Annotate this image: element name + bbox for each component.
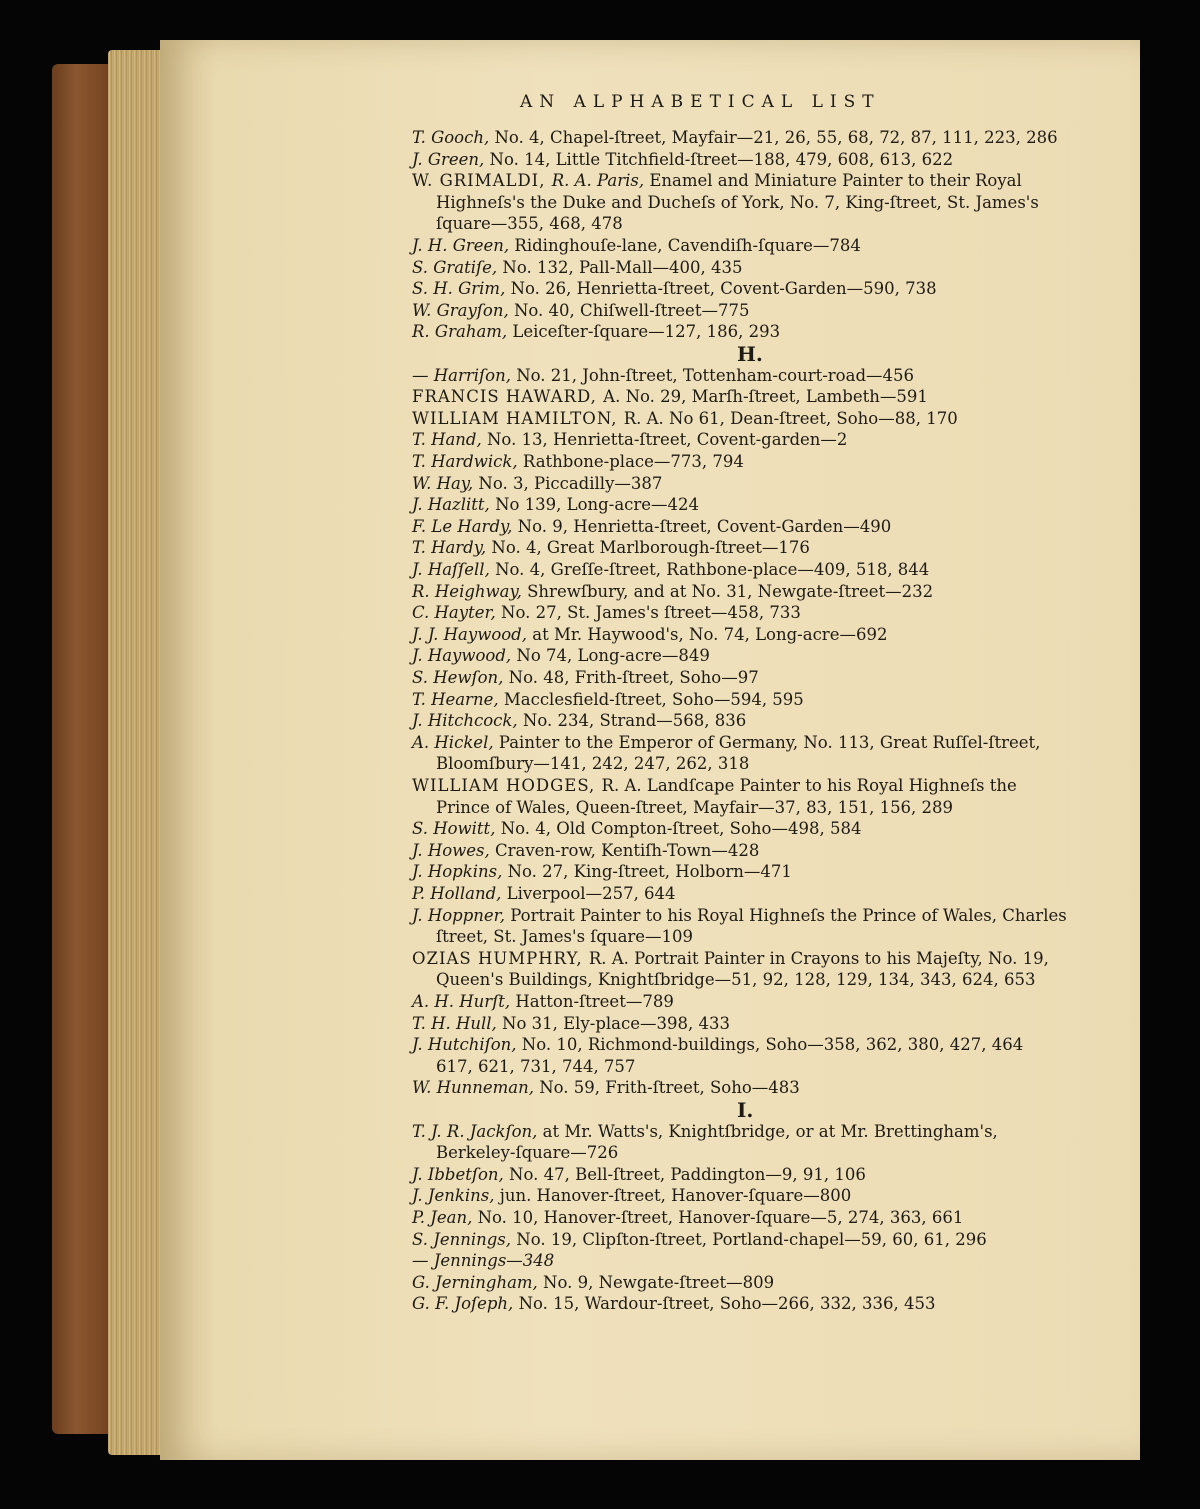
entry-name: J. Haſſell,: [412, 560, 496, 579]
entry-name: F. Le Hardy,: [412, 516, 518, 536]
entry-name: T. Hearne,: [412, 689, 504, 709]
entry-name: P. Holland,: [412, 884, 507, 903]
directory-entry: [412, 992, 674, 1012]
directory-entry: [412, 906, 1067, 926]
entry-name: J. H. Green,: [412, 236, 515, 255]
entry-text: R. A. Portrait Painter in Crayons to his Majeſty, No. 19,: [588, 948, 1049, 968]
entry-text: No. 48, Frith-ſtreet, Soho—97: [508, 668, 759, 687]
entry-text: R. A. Landſcape Painter to his Royal Highneſs the: [601, 776, 1017, 795]
directory-entry: [412, 560, 929, 580]
entry-text: Hatton-ſtreet—789: [515, 992, 674, 1011]
entry-text: Portrait Painter to his Royal Highneſs the Prince of Wales, Charles: [510, 905, 1067, 925]
entry-name: W. Grayſon,: [412, 300, 514, 320]
entry-name: R. A. Paris,: [551, 171, 650, 191]
directory-entry: [412, 949, 1049, 969]
entry-text: Leiceſter-ſquare—127, 186, 293: [512, 322, 781, 342]
entry-text: No. 26, Henrietta-ſtreet, Covent-Garden—590, 738: [510, 279, 937, 299]
directory-entry: [412, 171, 1022, 191]
directory-entry: [412, 538, 810, 558]
entry-name: T. Hardwick,: [412, 452, 523, 471]
directory-entry: [412, 322, 780, 342]
directory-entry: [412, 474, 662, 494]
entry-text: No 139, Long-acre—424: [495, 495, 700, 515]
directory-entry: [412, 1208, 963, 1228]
entry-text: No. 10, Hanover-ſtreet, Hanover-ſquare—5, 274, 363, 661: [477, 1208, 964, 1227]
entry-continuation: ſtreet, St. James's ſquare—109: [436, 927, 694, 947]
entry-text: No. 13, Henrietta-ſtreet, Covent-garden—2: [486, 430, 848, 450]
section-letter: I.: [737, 1098, 754, 1122]
entry-name: J. Hutchiſon,: [412, 1035, 522, 1055]
directory-entry: [412, 517, 891, 537]
entry-name: J. Ibbetſon,: [412, 1164, 510, 1184]
entry-name-caps: W. GRIMALDI,: [412, 171, 552, 191]
entry-text: Rathbone-place—773, 794: [522, 452, 744, 471]
entry-name-caps: WILLIAM HAMILTON,: [412, 408, 624, 428]
entry-text: at Mr. Watts's, Knightſbridge, or at Mr. Brettingham's,: [542, 1121, 998, 1141]
entry-text: No. 9, Henrietta-ſtreet, Covent-Garden—490: [517, 516, 892, 536]
entry-text: No. 3, Piccadilly—387: [478, 473, 663, 493]
entry-name-caps: WILLIAM HODGES,: [412, 776, 602, 795]
directory-entry: [412, 258, 743, 278]
entry-name: J. Hopkins,: [412, 862, 508, 882]
directory-entry: [412, 862, 792, 882]
entry-text: Enamel and Miniature Painter to their Royal: [649, 171, 1022, 191]
entry-continuation: ſquare—355, 468, 478: [436, 214, 623, 234]
entry-name: S. Gratiſe,: [412, 257, 503, 277]
entry-name: J. Hoppner,: [412, 905, 511, 925]
directory-entry: [412, 301, 749, 321]
directory-entry: [412, 236, 861, 256]
entry-name: R. Heighway,: [412, 581, 528, 601]
entry-name: W. Hunneman,: [412, 1078, 540, 1098]
running-head: AN ALPHABETICAL LIST: [520, 92, 881, 112]
entry-text: No. 4, Chapel-ſtreet, Mayfair—21, 26, 55, 68, 72, 87, 111, 223, 286: [494, 128, 1058, 147]
entry-text: No. 19, Clipſton-ſtreet, Portland-chapel—59, 60, 61, 296: [516, 1229, 987, 1249]
directory-entry: [412, 884, 676, 904]
entry-text: Craven-row, Kentiſh-Town—428: [495, 840, 760, 860]
entry-text: No. 4, Old Compton-ſtreet, Soho—498, 584: [500, 819, 862, 839]
directory-entry: [412, 150, 953, 170]
directory-entry: [412, 409, 958, 429]
entry-name: S. Hewſon,: [412, 668, 509, 687]
entry-name: G. Jerningham,: [412, 1272, 544, 1292]
directory-entry: [412, 1294, 935, 1314]
entry-name: R. Graham,: [412, 322, 513, 342]
directory-entry: [412, 279, 937, 299]
entry-name: T. Hand,: [412, 430, 487, 450]
entry-text: No. 10, Richmond-buildings, Soho—358, 362, 380, 427, 464: [521, 1035, 1024, 1055]
entry-text: No. 234, Strand—568, 836: [522, 711, 747, 731]
directory-entry: [412, 1273, 774, 1293]
directory-entry: [412, 452, 744, 472]
directory-entry: [412, 1230, 987, 1250]
entry-continuation: Bloomſbury—141, 242, 247, 262, 318: [436, 754, 750, 774]
entry-text: at Mr. Haywood's, No. 74, Long-acre—692: [532, 624, 888, 644]
entry-continuation: Queen's Buildings, Knightſbridge—51, 92, 128, 129, 134, 343, 624, 653: [436, 970, 1036, 990]
entry-name: J. Hitchcock,: [412, 711, 523, 731]
entry-text: No. 59, Frith-ſtreet, Soho—483: [539, 1078, 800, 1098]
entry-text: Shrewſbury, and at No. 31, Newgate-ſtreet—232: [527, 581, 934, 601]
directory-entry: [412, 603, 801, 623]
entry-name-caps: OZIAS HUMPHRY,: [412, 948, 589, 968]
entry-text: No. 15, Wardour-ſtreet, Soho—266, 332, 336, 453: [518, 1294, 936, 1314]
entry-name-caps: FRANCIS HAWARD,: [412, 387, 604, 407]
entry-name: J. J. Haywood,: [412, 624, 533, 644]
entry-name: G. F. Joſeph,: [412, 1294, 519, 1314]
page-edges: [108, 50, 168, 1455]
directory-entry: [412, 1035, 1023, 1055]
directory-entry: [412, 646, 710, 666]
entry-name: J. Haywood,: [412, 646, 517, 666]
directory-entry: [412, 1014, 730, 1034]
directory-entry: [412, 366, 914, 386]
entry-name: S. H. Grim,: [412, 279, 511, 299]
entry-continuation: Highneſs's the Duke and Ducheſs of York, No. 7, King-ſtreet, St. James's: [436, 192, 1039, 212]
directory-entry: [412, 387, 928, 407]
entry-continuation: 617, 621, 731, 744, 757: [436, 1056, 636, 1076]
entry-name: A. Hickel,: [412, 732, 499, 752]
directory-entry: [412, 495, 699, 515]
directory-entry: [412, 690, 804, 710]
entry-text: Painter to the Emperor of Germany, No. 113, Great Ruſſel-ſtreet,: [498, 732, 1041, 752]
directory-entry: [412, 1251, 554, 1271]
directory-entry: [412, 733, 1040, 753]
directory-entry: [412, 668, 759, 688]
entry-text: No. 21, John-ſtreet, Tottenham-court-road—456: [516, 365, 915, 385]
entry-text: No 31, Ely-place—398, 433: [502, 1013, 730, 1033]
directory-entry: [412, 1122, 998, 1142]
entry-text: No. 47, Bell-ſtreet, Paddington—9, 91, 106: [509, 1164, 866, 1184]
entry-text: No. 4, Greſſe-ſtreet, Rathbone-place—409, 518, 844: [495, 560, 930, 579]
entry-continuation: Prince of Wales, Queen-ſtreet, Mayfair—37, 83, 151, 156, 289: [436, 797, 954, 817]
entry-name: P. Jean,: [412, 1208, 478, 1227]
entry-name: — Harriſon,: [412, 365, 517, 385]
directory-entry: [412, 819, 861, 839]
entry-name: J. Green,: [412, 149, 490, 169]
directory-entry: [412, 625, 887, 645]
entry-text: No. 132, Pall-Mall—400, 435: [502, 257, 743, 277]
directory-entry: [412, 1165, 866, 1185]
entry-name: C. Hayter,: [412, 603, 502, 623]
entry-name: — Jennings—348: [412, 1251, 555, 1271]
entry-name: S. Howitt,: [412, 819, 501, 839]
entry-text: No. 9, Newgate-ſtreet—809: [543, 1272, 775, 1292]
directory-entry: [412, 582, 933, 602]
entry-text: No. 4, Great Marlborough-ſtreet—176: [491, 538, 810, 558]
entry-name: T. J. R. Jackſon,: [412, 1121, 543, 1141]
directory-entry: [412, 1186, 851, 1206]
entry-text: No. 27, St. James's ſtreet—458, 733: [501, 603, 801, 623]
directory-entry: [412, 711, 746, 731]
entry-text: R. A. No 61, Dean-ſtreet, Soho—88, 170: [623, 408, 958, 428]
directory-entry: [412, 776, 1017, 796]
entry-text: jun. Hanover-ſtreet, Hanover-ſquare—800: [499, 1186, 852, 1206]
entry-name: S. Jennings,: [412, 1229, 517, 1249]
entry-name: J. Hazlitt,: [412, 495, 496, 515]
entry-text: Ridinghouſe-lane, Cavendiſh-ſquare—784: [514, 236, 861, 255]
directory-entry: [412, 430, 847, 450]
section-letter: H.: [737, 342, 763, 366]
directory-entry: [412, 841, 759, 861]
entry-text: Macclesfield-ſtreet, Soho—594, 595: [503, 689, 804, 709]
entry-name: T. Hardy,: [412, 538, 492, 558]
entry-name: T. H. Hull,: [412, 1013, 503, 1033]
entry-text: No 74, Long-acre—849: [516, 646, 710, 666]
entry-text: A. No. 29, Marſh-ſtreet, Lambeth—591: [603, 387, 928, 407]
entry-name: J. Howes,: [412, 840, 495, 860]
entry-name: A. H. Hurſt,: [412, 992, 516, 1011]
directory-entry: [412, 1078, 800, 1098]
entry-name: J. Jenkins,: [412, 1186, 500, 1206]
entry-text: No. 27, King-ſtreet, Holborn—471: [507, 862, 792, 882]
directory-entry: [412, 128, 1058, 148]
entry-text: Liverpool—257, 644: [506, 884, 676, 903]
entry-text: No. 14, Little Titchfield-ſtreet—188, 479, 608, 613, 622: [489, 149, 954, 169]
entry-name: T. Gooch,: [412, 128, 495, 147]
entry-continuation: Berkeley-ſquare—726: [436, 1143, 619, 1163]
entry-text: No. 40, Chiſwell-ſtreet—775: [513, 300, 750, 320]
entry-name: W. Hay,: [412, 473, 479, 493]
